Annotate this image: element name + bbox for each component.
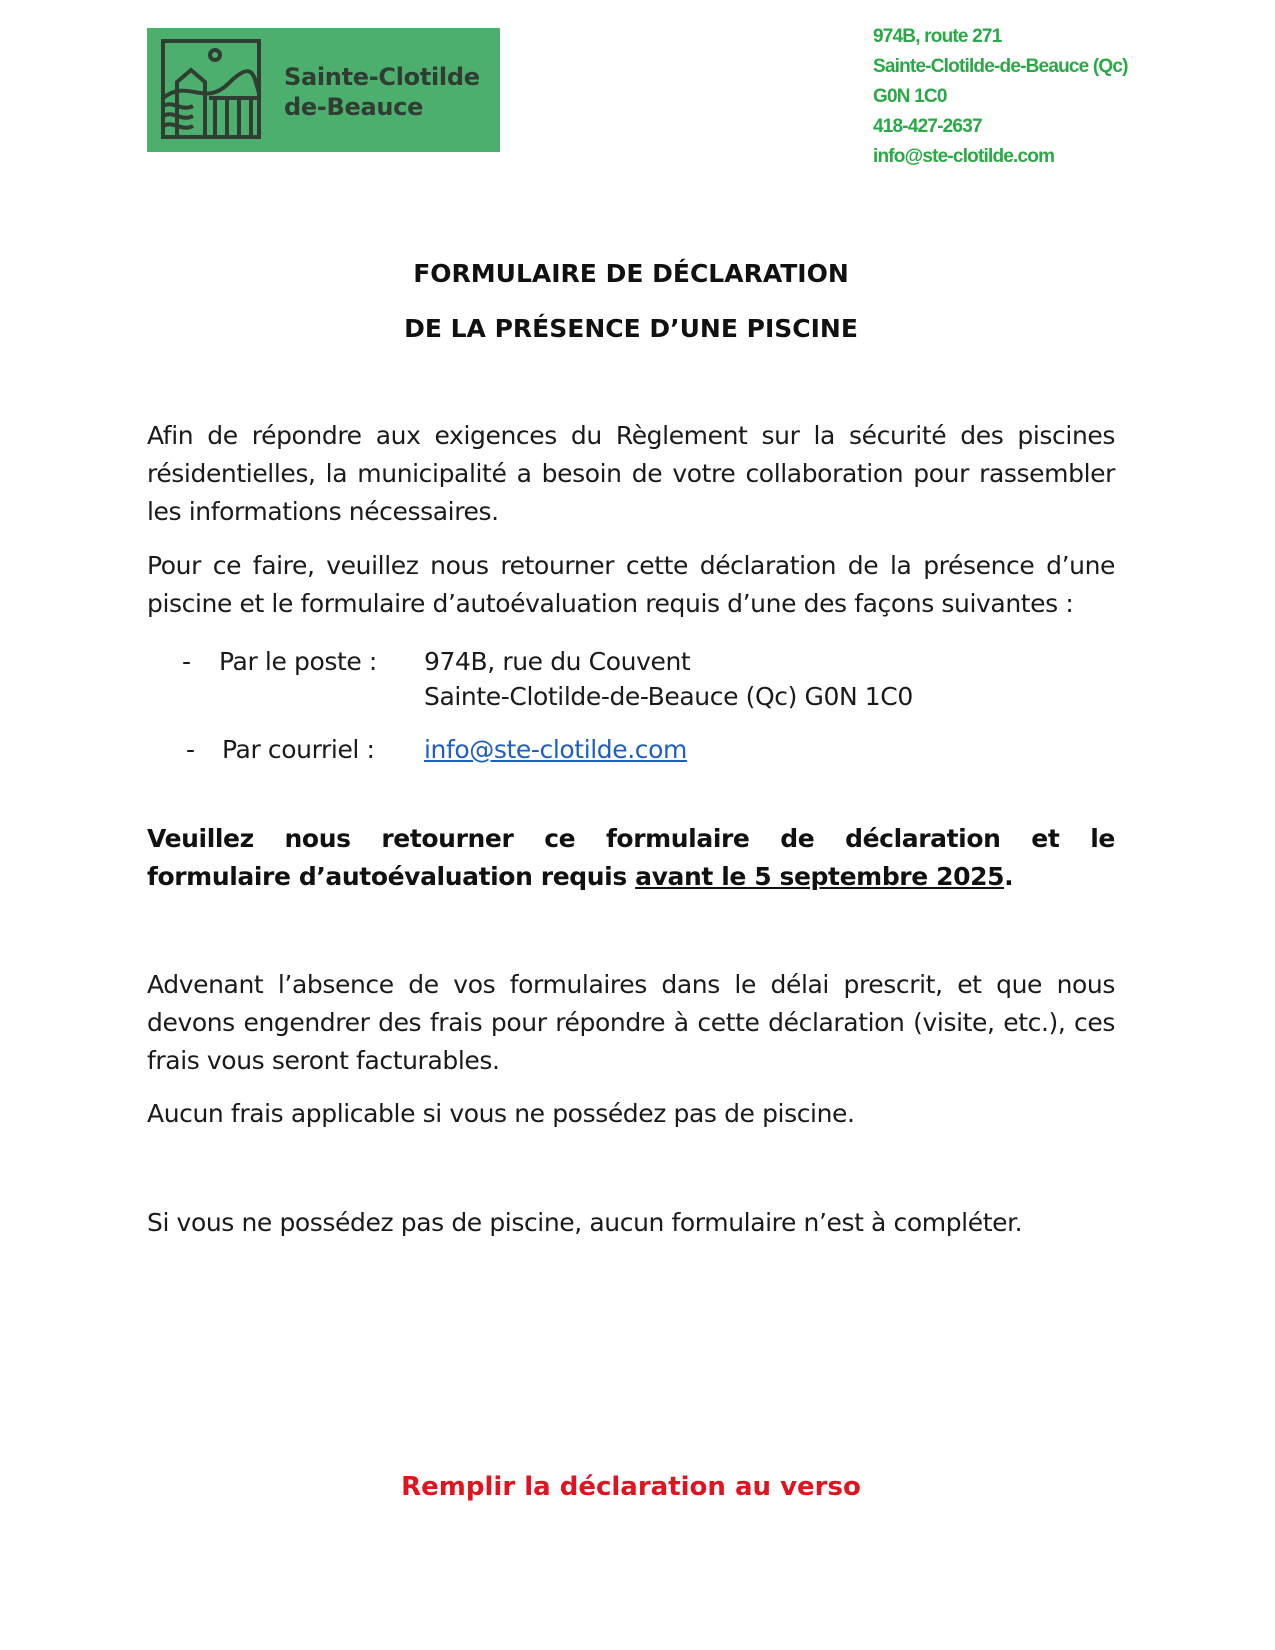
deadline-word: déclaration [845, 824, 1001, 853]
fees-paragraph: Advenant l’absence de vos formulaires dans le délai prescrit, et que nous devons engendrer des frais pour répondre à cette déclaration (visite, etc.), ces frais vous seront facturables. [147, 970, 1115, 1075]
contact-phone: 418-427-2637 [873, 116, 982, 137]
village-emblem-icon [159, 38, 271, 144]
post-address-line-1: 974B, rue du Couvent [424, 647, 691, 676]
form-title-line-2: DE LA PRÉSENCE D’UNE PISCINE [404, 314, 858, 343]
deadline-word: nous [284, 824, 351, 853]
deadline-date: avant le 5 septembre 2025 [635, 862, 1005, 891]
verso-instruction: Remplir la déclaration au verso [401, 1472, 861, 1502]
deadline-word: formulaire [605, 824, 750, 853]
deadline-word: et [1031, 824, 1060, 853]
logo-line-2: de-Beauce [284, 93, 424, 121]
post-method-label: Par le poste : [219, 647, 377, 676]
post-address-line-2: Sainte-Clotilde-de-Beauce (Qc) G0N 1C0 [424, 682, 913, 711]
deadline-line-1 [147, 820, 1115, 858]
no-fee-paragraph: Aucun frais applicable si vous ne possédez pas de piscine. [147, 1099, 855, 1128]
logo-line-1: Sainte-Clotilde [284, 63, 480, 91]
contact-postal-code: G0N 1C0 [873, 86, 947, 107]
deadline-word: ce [544, 824, 576, 853]
no-pool-paragraph: Si vous ne possédez pas de piscine, aucun formulaire n’est à compléter. [147, 1208, 1023, 1237]
form-title-line-1: FORMULAIRE DE DÉCLARATION [413, 259, 849, 288]
logo-wordmark [284, 62, 480, 122]
list-bullet-post: - [182, 647, 191, 676]
intro-paragraph-2: Pour ce faire, veuillez nous retourner cette déclaration de la présence d’une piscine et le formulaire d’autoévaluation requis d’une des façons suivantes : [147, 551, 1115, 618]
contact-email: info@ste-clotilde.com [873, 146, 1055, 167]
deadline-prefix: formulaire d’autoévaluation requis [147, 862, 636, 891]
email-method-label: Par courriel : [222, 735, 375, 764]
deadline-word: retourner [381, 824, 514, 853]
deadline-word: Veuillez [147, 824, 254, 853]
contact-address: 974B, route 271 [873, 26, 1002, 47]
deadline-word: le [1090, 824, 1115, 853]
municipality-logo [147, 28, 500, 152]
deadline-paragraph [147, 820, 1115, 896]
deadline-line-2 [147, 858, 1115, 896]
deadline-suffix: . [1004, 862, 1014, 891]
contact-city: Sainte-Clotilde-de-Beauce (Qc) [873, 56, 1128, 77]
email-link[interactable]: info@ste-clotilde.com [424, 735, 687, 764]
list-bullet-email: - [186, 735, 195, 764]
contact-info [873, 22, 1128, 172]
intro-paragraph-1: Afin de répondre aux exigences du Règlement sur la sécurité des piscines résidentielles, la municipalité a besoin de votre collaboration pour rassembler les informations nécessaires. [147, 421, 1115, 526]
deadline-word: de [780, 824, 815, 853]
